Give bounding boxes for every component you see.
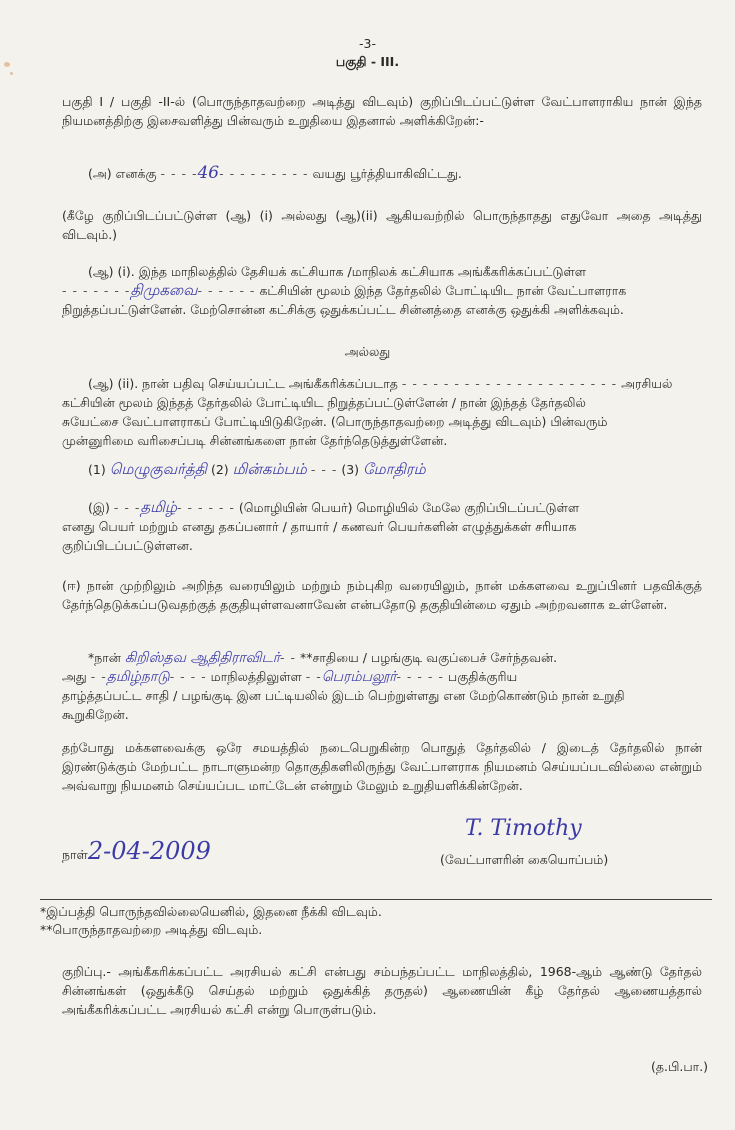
aa-i-line1: (ஆ) (i). இந்த மாநிலத்தில் தேசியக் கட்சியாக /மாநிலக் கட்சியாக அங்கீகரிக்கப்பட்டுள்ள	[88, 264, 587, 279]
page-number: -3-	[359, 36, 376, 51]
divider	[40, 899, 712, 900]
footnote-1: *இப்பத்தி பொருந்தவில்லையெனில், இதனை நீக்கி விடவும்.	[40, 904, 382, 919]
intro-paragraph: பகுதி I / பகுதி -II-ல் (பொருந்தாதவற்றை அடித்து விடவும்) குறிப்பிடப்பட்டுள்ள வேட்பாளராகிய நான் இந்த நியமனத்திற்கு இசைவளித்து பின்வரும் உறுதியை இதனால் அளிக்கிறேன்:-	[62, 94, 702, 128]
age-suffix: வயது பூர்த்தியாகிவிட்டது.	[312, 166, 462, 181]
aa-ii-line2: கட்சியின் மூலம் இந்தத் தேர்தலில் போட்டியிட நிறுத்தப்பட்டுள்ளேன் / நான் இந்தத் தேர்தலில்	[62, 395, 586, 410]
paper-stain	[10, 72, 13, 75]
signature: T. Timothy	[465, 816, 582, 841]
aa-ii-line1: (ஆ) (ii). நான் பதிவு செய்யப்பட்ட அங்கீகரிக்கப்படாத - - - - - - - - - - - - - - - - - - - - - அரசியல்	[88, 376, 673, 391]
aa-i-line2: - - - - - - -திமுகவை- - - - - - கட்சியின் மூலம் இந்த தேர்தலில் போட்டியிட நான் வேட்பாளராக	[62, 281, 627, 299]
caste-line4: கூறுகிறேன்.	[62, 707, 129, 722]
date-value: 2-04-2009	[87, 837, 211, 865]
aa-i-line3: நிறுத்தப்பட்டுள்ளேன். மேற்சொன்ன கட்சிக்கு ஒதுக்கப்பட்ட சின்னத்தை எனக்கு ஒதுக்கி அளிக்கவும்.	[62, 302, 624, 317]
caste-line1: *நான் கிறிஸ்தவ ஆதிதிராவிடர்- - **சாதியை / பழங்குடி வகுப்பைச் சேர்ந்தவன்.	[88, 650, 558, 666]
signature-caption: (வேட்பாளரின் கையொப்பம்)	[440, 852, 609, 867]
aa-ii-line3: சுயேட்சை வேட்பாளராகப் போட்டியிடுகிறேன். (பொருந்தாதவற்றை அடித்து விடவும்) பின்வரும்	[62, 414, 608, 429]
symbol-3: மோதிரம்	[363, 460, 426, 478]
caste-line3: தாழ்த்தப்பட்ட சாதி / பழங்குடி இன பட்டியலில் இடம் பெற்றுள்ளது என மேற்கொண்டும் நான் உறுதி	[62, 688, 625, 703]
declaration-paragraph: தற்போது மக்களவைக்கு ஒரே சமயத்தில் நடைபெறுகின்ற பொதுத் தேர்தலில் / இடைத் தேர்தலில் நான் இரண்டுக்கும் மேற்பட்ட நாடாளுமன்ற தொகுதிகளிலிருந்து வேட்பாளராக நியமனம் செய்யப்படவில்லை என்றும் அவ்வாறு நியமனம் செய்யப்பட மாட்டேன் என்றும் மேலும் உறுதியளிக்கின்றேன்.	[62, 740, 702, 793]
symbol-2: மின்கம்பம்	[232, 460, 307, 478]
language-line: (இ) - - -தமிழ்- - - - - - (மொழியின் பெயர்) மொழியில் மேலே குறிப்பிடப்பட்டுள்ள	[88, 498, 580, 516]
delete-note: (கீழே குறிப்பிடப்பட்டுள்ள (ஆ) (i) அல்லது (ஆ)(ii) ஆகியவற்றில் பொருந்தாதது எதுவோ அதை அடித்து விடவும்.)	[62, 208, 702, 242]
date-label: நாள்	[62, 847, 88, 862]
date-field	[62, 837, 211, 865]
caste-value: கிறிஸ்தவ ஆதிதிராவிடர்	[124, 650, 281, 666]
press-mark: (த.பி.பா.)	[651, 1059, 709, 1074]
note-paragraph: குறிப்பு.- அங்கீகரிக்கப்பட்ட அரசியல் கட்சி என்பது சம்பந்தப்பட்ட மாநிலத்தில், 1968-ஆம் ஆண்டு தேர்தல் சின்னங்கள் (ஒதுக்கீடு செய்தல் மற்றும் ஒதுக்கித் தருதல்) ஆணையின் கீழ் தேர்தல் ஆணையத்தால் அங்கீகரிக்கப்பட்ட அரசியல் கட்சி என்று பொருள்படும்.	[62, 964, 702, 1017]
language-line3: குறிப்பிடப்பட்டுள்ளன.	[62, 538, 193, 553]
party-handwritten: திமுகவை	[130, 281, 198, 299]
or-label: அல்லது	[344, 344, 391, 359]
aa-ii-line4: முன்னுரிமை வரிசைப்படி சின்னங்களை நான் தேர்ந்தெடுத்துள்ளேன்.	[62, 433, 448, 448]
language-value: தமிழ்	[140, 498, 177, 516]
footnote-2: **பொருந்தாதவற்றை அடித்து விடவும்.	[40, 922, 263, 937]
language-line2: எனது பெயர் மற்றும் எனது தகப்பனார் / தாயார் / கணவர் பெயர்களின் எழுத்துக்கள் சரியாக	[62, 519, 577, 534]
caste-line2: அது - -தமிழ்நாடு- - - - மாநிலத்திலுள்ள - -பெரம்பலூர்- - - - - பகுதிக்குரிய	[62, 669, 518, 685]
state-value: தமிழ்நாடு	[106, 669, 170, 685]
age-prefix: (அ) எனக்கு	[88, 166, 157, 181]
age-value: 46	[197, 163, 220, 183]
part-title: பகுதி - III.	[335, 54, 400, 69]
symbol-choices: (1) மெழுகுவர்த்தி (2) மின்கம்பம் - - - (3) மோதிரம்	[88, 460, 426, 478]
age-line: (அ) எனக்கு - - - -46- - - - - - - - - வயது பூர்த்தியாகிவிட்டது.	[88, 163, 462, 183]
symbol-1: மெழுகுவர்த்தி	[109, 460, 207, 478]
qualification-paragraph: (ஈ) நான் முற்றிலும் அறிந்த வரையிலும் மற்றும் நம்புகிற வரையிலும், நான் மக்களவை உறுப்பினர் பதவிக்குத் தேர்ந்தெடுக்கப்படுவதற்குத் தகுதியுள்ளவனாவேன் என்பதோடு தகுதியின்மை ஏதும் அற்றவனாக உள்ளேன்.	[62, 578, 702, 612]
area-value: பெரம்பலூர்	[321, 669, 397, 685]
